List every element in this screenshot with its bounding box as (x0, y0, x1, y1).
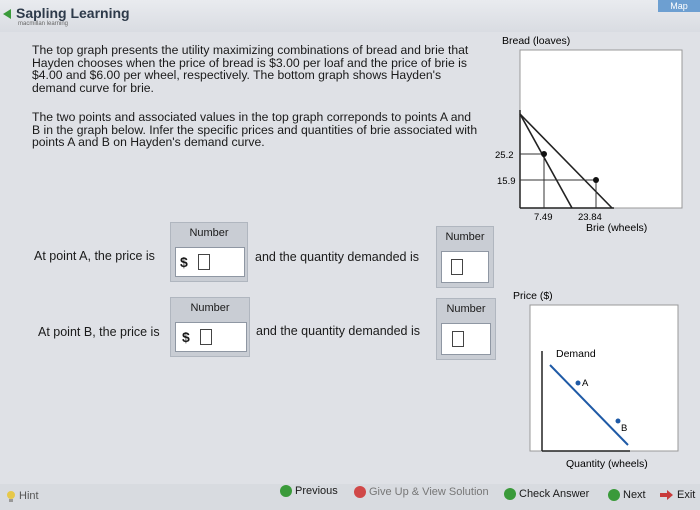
demand-curve-graph (508, 285, 700, 473)
number-label: Number (446, 303, 486, 315)
point-b-price-box (170, 297, 250, 357)
point-a-price-label: At point A, the price is (34, 249, 155, 263)
top-xtick-2: 23.84 (578, 212, 602, 223)
point-b-label: B (621, 423, 628, 434)
question-paragraph-1: The top graph presents the utility maximizing combinations of bread and brie that Hayden chooses when the price of bread is $3.00 per loaf and the price of brie is $4.00 and $6.00 per wheel, respectively. The bottom graph shows Hayden's demand curve for brie. (32, 43, 469, 95)
hint-label: Hint (19, 490, 39, 502)
hint-bulb-icon (6, 490, 16, 502)
point-a-qty-box (436, 226, 494, 288)
top-xtick-1: 7.49 (534, 212, 553, 223)
dollar-sign: $ (182, 329, 190, 345)
previous-label: Previous (295, 485, 338, 497)
budget-constraint-graph (492, 30, 700, 240)
point-b-qty-field[interactable] (441, 323, 491, 355)
map-button[interactable]: Map (658, 0, 700, 12)
point-b-qty-label: and the quantity demanded is (256, 324, 421, 338)
exit-button[interactable] (660, 486, 695, 504)
hint-button[interactable] (6, 487, 39, 505)
exit-arrow-icon (660, 489, 674, 501)
top-graph-ylabel: Bread (loaves) (502, 35, 571, 47)
point-a-price-field[interactable] (175, 247, 245, 277)
point-a-qty-input[interactable] (451, 259, 463, 275)
brand-subtitle: macmillan learning (18, 21, 69, 27)
point-b-price-input[interactable] (200, 329, 212, 345)
top-ytick-1: 25.2 (495, 150, 514, 161)
footer-bar (0, 484, 700, 510)
number-label: Number (445, 231, 485, 243)
point-a-label: A (582, 378, 589, 389)
demand-point-a (576, 381, 581, 386)
top-ytick-2: 15.9 (497, 176, 516, 187)
demand-point-b (616, 419, 621, 424)
next-arrow-icon (608, 489, 620, 501)
top-point-1 (541, 151, 547, 157)
point-b-qty-box (436, 298, 496, 360)
demand-curve-label: Demand (556, 348, 596, 360)
point-b-price-field[interactable] (175, 322, 247, 352)
check-answer-label: Check Answer (519, 488, 590, 500)
point-a-price-input[interactable] (198, 254, 210, 270)
bottom-graph-plot-area (530, 305, 678, 451)
bottom-graph-xlabel: Quantity (wheels) (566, 458, 648, 470)
number-label: Number (189, 227, 229, 239)
check-answer-button[interactable] (504, 485, 589, 503)
sapling-logo-icon (2, 8, 12, 20)
dollar-sign: $ (180, 254, 188, 270)
point-a-qty-label: and the quantity demanded is (255, 250, 420, 264)
give-up-button[interactable] (354, 483, 489, 501)
exit-label: Exit (677, 489, 696, 501)
point-a-price-box (170, 222, 248, 282)
number-label: Number (190, 302, 230, 314)
give-up-label: Give Up & View Solution (369, 486, 489, 498)
previous-arrow-icon (280, 485, 292, 497)
question-paragraph-2: The two points and associated values in the top graph correponds to points A and B in the graph below. Infer the specific prices and quantities of brie associated with points A and B on Hayden's demand curve. (32, 110, 478, 149)
next-button[interactable] (608, 486, 646, 504)
check-icon (504, 488, 516, 500)
point-b-qty-input[interactable] (452, 331, 464, 347)
app-header (0, 0, 700, 32)
brand-name: Sapling Learning (16, 5, 130, 21)
next-label: Next (623, 489, 646, 501)
top-point-2 (593, 177, 599, 183)
top-graph-xlabel: Brie (wheels) (586, 222, 648, 234)
point-a-qty-field[interactable] (441, 251, 489, 283)
previous-button[interactable] (280, 482, 338, 500)
point-b-price-label: At point B, the price is (38, 325, 160, 339)
bottom-graph-ylabel: Price ($) (513, 290, 553, 302)
give-up-icon (354, 486, 366, 498)
